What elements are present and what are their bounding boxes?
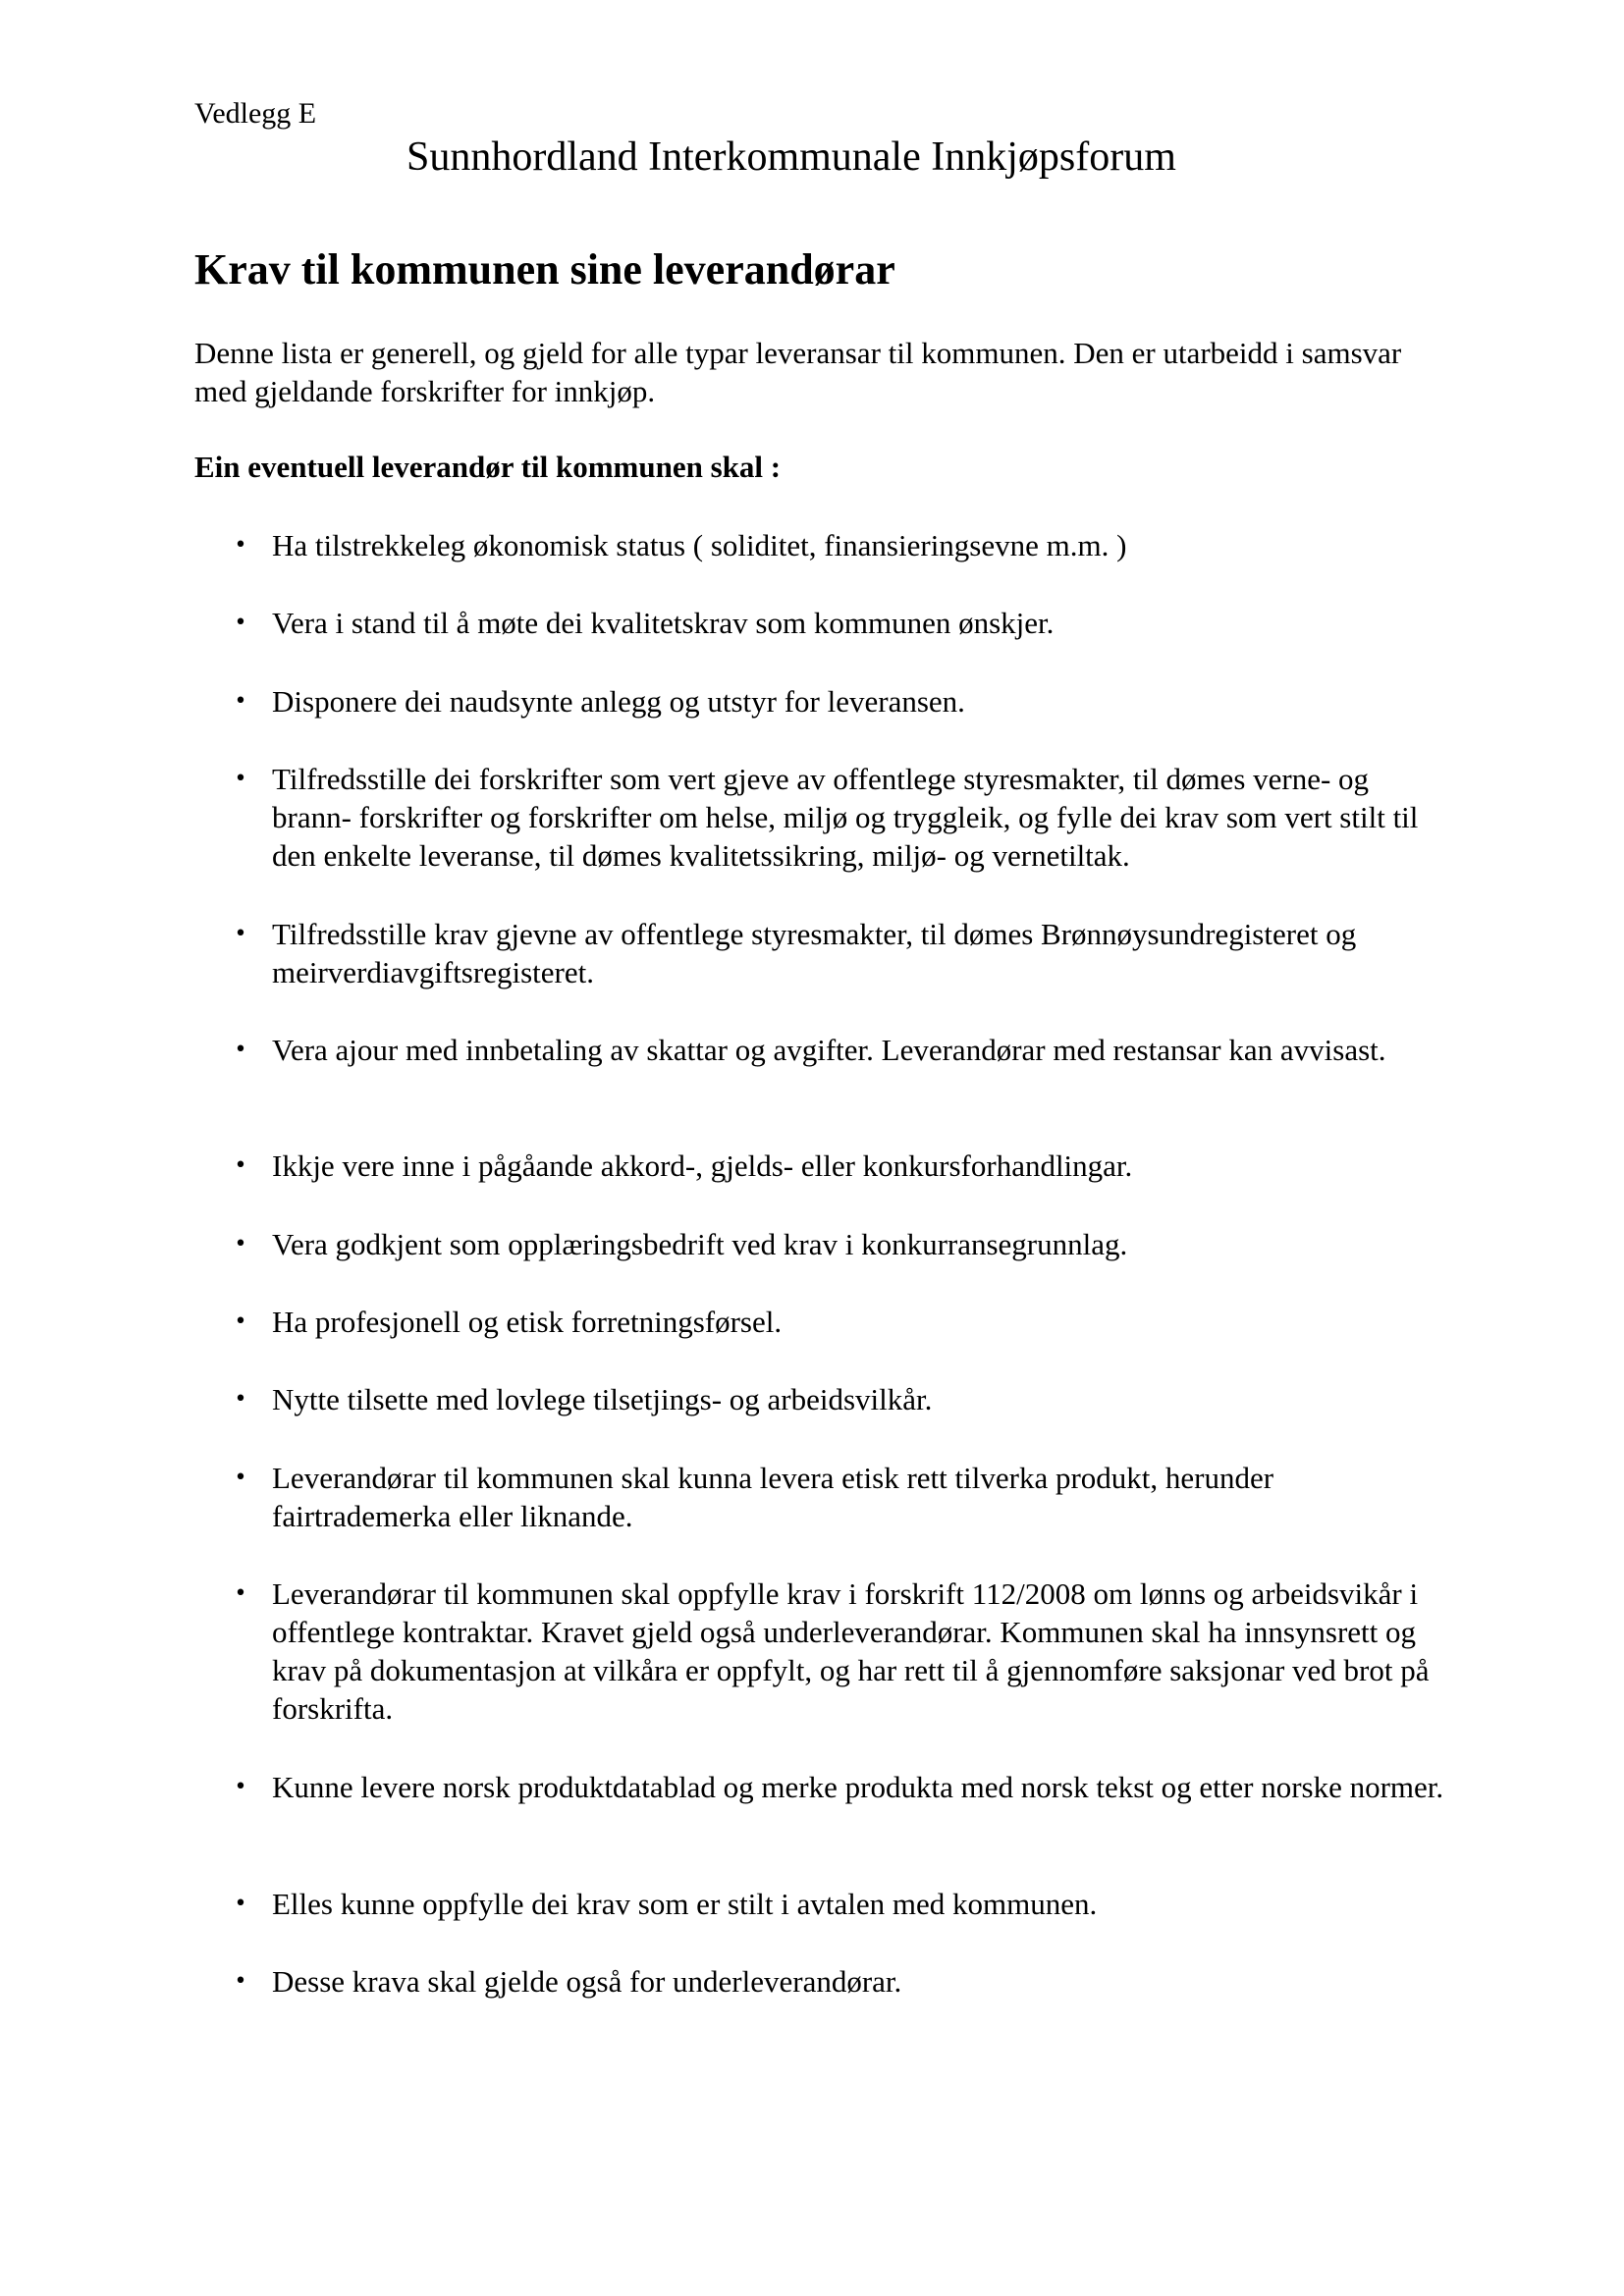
requirement-item bbox=[234, 682, 1450, 721]
bullet-icon: • bbox=[234, 1969, 247, 1994]
requirement-text: Leverandørar til kommunen skal kunna levera etisk rett tilverka produkt, herunder fairtrademerka eller liknande. bbox=[272, 1461, 1274, 1533]
requirement-text: Vera i stand til å møte dei kvalitetskrav som kommunen ønskjer. bbox=[272, 606, 1055, 640]
bullet-icon: • bbox=[234, 1775, 247, 1799]
bullet-icon: • bbox=[234, 1038, 247, 1062]
requirement-text: Elles kunne oppfylle dei krav som er stilt i avtalen med kommunen. bbox=[272, 1887, 1098, 1921]
requirement-text: Nytte tilsette med lovlege tilsetjings- og arbeidsvilkår. bbox=[272, 1382, 933, 1416]
bullet-icon: • bbox=[234, 533, 247, 558]
bullet-icon: • bbox=[234, 1581, 247, 1606]
bullet-icon: • bbox=[234, 1466, 247, 1490]
requirement-item bbox=[234, 1147, 1450, 1185]
requirement-item bbox=[234, 1459, 1450, 1535]
requirement-item bbox=[234, 1303, 1450, 1341]
requirement-item bbox=[234, 604, 1450, 642]
requirement-text: Kunne levere norsk produktdatablad og merke produkta med norsk tekst og etter norske normer. bbox=[272, 1770, 1444, 1804]
requirement-item bbox=[234, 1225, 1450, 1263]
requirement-item bbox=[234, 1885, 1450, 1923]
bullet-icon: • bbox=[234, 1309, 247, 1334]
requirements-lead: Ein eventuell leverandør til kommunen skal : bbox=[194, 450, 782, 484]
bullet-icon: • bbox=[234, 1153, 247, 1178]
bullet-icon: • bbox=[234, 611, 247, 635]
requirement-item bbox=[234, 1962, 1450, 2001]
requirement-item bbox=[234, 1031, 1450, 1069]
bullet-icon: • bbox=[234, 922, 247, 946]
requirement-text: Tilfredsstille krav gjevne av offentlege styresmakter, til dømes Brønnøysundregisteret og meirverdiavgiftsregisteret. bbox=[272, 917, 1357, 989]
document-title: Krav til kommunen sine leverandørar bbox=[194, 245, 895, 294]
attachment-label: Vedlegg E bbox=[194, 97, 317, 130]
bullet-icon: • bbox=[234, 1232, 247, 1256]
requirement-text: Tilfredsstille dei forskrifter som vert gjeve av offentlege styresmakter, til dømes verne- og brann- forskrifter og forskrifter om helse, miljø og tryggleik, og fylle dei krav som vert stilt til den enkelte leveranse, til dømes kvalitetssikring, miljø- og vernetiltak. bbox=[272, 762, 1419, 873]
intro-paragraph: Denne lista er generell, og gjeld for alle typar leveransar til kommunen. Den er utarbeidd i samsvar med gjeldande forskrifter for innkjøp. bbox=[194, 336, 1402, 408]
requirement-text: Ikkje vere inne i pågåande akkord-, gjelds- eller konkursforhandlingar. bbox=[272, 1148, 1133, 1183]
requirement-text: Ha profesjonell og etisk forretningsførsel. bbox=[272, 1305, 783, 1339]
requirement-item bbox=[234, 1768, 1450, 1806]
requirement-text: Desse krava skal gjelde også for underleverandørar. bbox=[272, 1964, 902, 1999]
requirement-item bbox=[234, 1380, 1450, 1418]
bullet-icon: • bbox=[234, 767, 247, 791]
requirement-item bbox=[234, 1575, 1450, 1728]
requirement-text: Vera ajour med innbetaling av skattar og avgifter. Leverandørar med restansar kan avvisast. bbox=[272, 1033, 1386, 1067]
requirement-item bbox=[234, 526, 1450, 564]
requirement-item bbox=[234, 915, 1450, 991]
bullet-icon: • bbox=[234, 1892, 247, 1916]
bullet-icon: • bbox=[234, 689, 247, 714]
requirement-text: Disponere dei naudsynte anlegg og utstyr for leveransen. bbox=[272, 684, 965, 719]
requirement-item bbox=[234, 760, 1450, 875]
requirement-text: Leverandørar til kommunen skal oppfylle krav i forskrift 112/2008 om lønns og arbeidsvikår i offentlege kontraktar. Kravet gjeld også underleverandørar. Kommunen skal ha innsynsrett og krav på dokumentasjon at vilkåra er oppfylt, og har rett til å gjennomføre saksjonar ved brot på forskrifta. bbox=[272, 1576, 1430, 1726]
organisation-title: Sunnhordland Interkommunale Innkjøpsforum bbox=[406, 134, 1176, 180]
requirement-text: Ha tilstrekkeleg økonomisk status ( soliditet, finansieringsevne m.m. ) bbox=[272, 528, 1127, 562]
requirement-text: Vera godkjent som opplæringsbedrift ved krav i konkurransegrunnlag. bbox=[272, 1227, 1128, 1261]
bullet-icon: • bbox=[234, 1387, 247, 1412]
